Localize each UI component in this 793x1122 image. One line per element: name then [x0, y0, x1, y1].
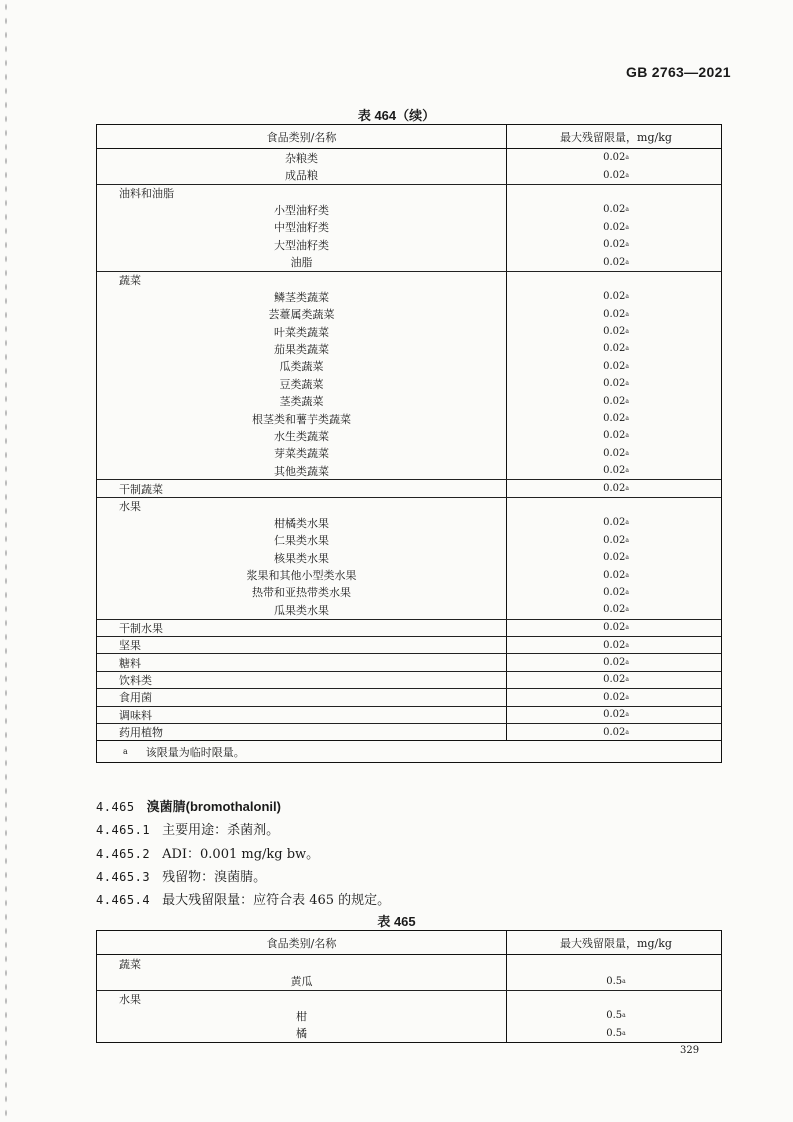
cell-food-category	[97, 201, 507, 218]
footnote-ref: a	[625, 554, 629, 562]
footnote-ref: a	[625, 397, 629, 405]
cell-food-category	[97, 498, 507, 514]
cell-food-category	[97, 462, 507, 479]
cell-mrl-value	[507, 185, 721, 201]
food-category-label: 热带和亚热带类水果	[252, 586, 351, 600]
table-row	[97, 723, 721, 740]
food-category-label: 茎类蔬菜	[279, 395, 324, 409]
footnote-ref: a	[625, 641, 629, 649]
food-category-label: 根茎类和薯芋类蔬菜	[252, 412, 351, 426]
footnote-ref: a	[625, 432, 629, 440]
table-465-title: 表 465	[377, 914, 416, 929]
footnote-ref: a	[622, 1029, 626, 1037]
table-row	[97, 479, 721, 496]
mrl-value: 0.02	[603, 326, 626, 338]
mrl-value: 0.02	[603, 378, 626, 390]
food-category-label: 调味料	[119, 708, 152, 722]
cell-mrl-value	[507, 1025, 721, 1042]
food-category-label: 水果	[119, 500, 141, 513]
footnote-ref: a	[622, 977, 626, 985]
mrl-value: 0.02	[603, 691, 626, 703]
cell-food-category	[97, 707, 507, 723]
cell-mrl-value	[507, 375, 721, 392]
column-header-value: 最大残留限量，mg/kg	[560, 130, 672, 144]
food-category-label: 食用菌	[119, 691, 152, 705]
food-category-label: 茄果类蔬菜	[274, 342, 329, 356]
cell-food-category	[97, 236, 507, 253]
cell-food-category	[97, 1025, 507, 1042]
mrl-value: 0.02	[603, 657, 626, 669]
cell-food-category	[97, 689, 507, 705]
cell-mrl-value	[507, 272, 721, 288]
food-category-label: 瓜类蔬菜	[279, 360, 324, 374]
cell-mrl-value	[507, 601, 721, 618]
cell-mrl-value	[507, 724, 721, 740]
clause-number: 4.465.3	[96, 870, 151, 884]
food-category-label: 蔬菜	[119, 957, 141, 971]
clause-number: 4.465	[96, 800, 135, 814]
cell-mrl-value	[507, 620, 721, 636]
table-row	[97, 149, 721, 166]
cell-food-category	[97, 219, 507, 236]
footnote-ref: a	[625, 571, 629, 579]
food-category-label: 叶菜类蔬菜	[274, 325, 329, 339]
cell-food-category	[97, 991, 507, 1007]
cell-mrl-value	[507, 149, 721, 166]
food-category-label: 浆果和其他小型类水果	[246, 569, 357, 583]
cell-food-category	[97, 306, 507, 323]
cell-food-category	[97, 149, 507, 166]
table-footnote	[97, 740, 721, 762]
mrl-value: 0.02	[603, 622, 626, 634]
food-category-label: 油料和油脂	[119, 186, 174, 200]
cell-food-category	[97, 166, 507, 183]
table-464-title: 表 464（续）	[357, 108, 436, 123]
mrl-value: 0.02	[603, 169, 626, 181]
mrl-value: 0.5	[606, 1010, 623, 1022]
mrl-value: 0.02	[603, 152, 626, 164]
cell-mrl-value	[507, 549, 721, 566]
mrl-value: 0.02	[603, 360, 626, 372]
cell-mrl-value	[507, 672, 721, 688]
table-row	[97, 955, 721, 972]
cell-mrl-value	[507, 392, 721, 409]
table-row	[97, 601, 721, 618]
cell-mrl-value	[507, 707, 721, 723]
footnote-ref: a	[625, 588, 629, 596]
footnote-ref: a	[625, 154, 629, 162]
food-category-label: 蔬菜	[119, 273, 141, 287]
footnote-ref: a	[625, 293, 629, 301]
mrl-value: 0.02	[603, 256, 626, 268]
mrl-value: 0.02	[603, 465, 626, 477]
cell-mrl-value	[507, 201, 721, 218]
cell-food-category	[97, 566, 507, 583]
table-row	[97, 392, 721, 409]
cell-mrl-value	[507, 219, 721, 236]
table-row	[97, 340, 721, 357]
cell-food-category	[97, 272, 507, 288]
cell-food-category	[97, 410, 507, 427]
mrl-value: 0.02	[603, 552, 626, 564]
footnote-text: 该限量为临时限量。	[145, 745, 245, 759]
footnote-ref: a	[625, 415, 629, 423]
food-category-label: 核果类水果	[274, 551, 329, 565]
table-body	[97, 149, 721, 740]
footnote-ref: a	[625, 258, 629, 266]
table-row	[97, 653, 721, 670]
food-category-label: 橘	[296, 1027, 307, 1041]
table-row	[97, 166, 721, 183]
mrl-value: 0.02	[603, 483, 626, 495]
mrl-value: 0.02	[603, 221, 626, 233]
footnote-ref: a	[625, 449, 629, 457]
cell-food-category	[97, 654, 507, 670]
mrl-value: 0.02	[603, 239, 626, 251]
footnote-ref: a	[625, 380, 629, 388]
cell-food-category	[97, 253, 507, 270]
cell-mrl-value	[507, 514, 721, 531]
footnote-ref: a	[625, 467, 629, 475]
clause-text: 溴菌腈(bromothalonil)	[146, 799, 281, 814]
food-category-label: 水生类蔬菜	[274, 429, 329, 443]
footnote-ref: a	[625, 310, 629, 318]
footnote-mark: a	[123, 747, 128, 757]
table-row	[97, 358, 721, 375]
cell-food-category	[97, 288, 507, 305]
mrl-value: 0.02	[603, 204, 626, 216]
mrl-value: 0.02	[603, 517, 626, 529]
cell-food-category	[97, 972, 507, 989]
cell-food-category	[97, 637, 507, 653]
cell-food-category	[97, 340, 507, 357]
table-464	[96, 124, 722, 763]
mrl-value: 0.02	[603, 291, 626, 303]
clause-text: 残留物：溴菌腈。	[162, 870, 267, 885]
cell-mrl-value	[507, 689, 721, 705]
cell-food-category	[97, 672, 507, 688]
table-row	[97, 201, 721, 218]
clause-number: 4.465.4	[96, 893, 151, 907]
cell-mrl-value	[507, 340, 721, 357]
food-category-label: 油脂	[290, 256, 313, 270]
table-row	[97, 671, 721, 688]
table-row	[97, 410, 721, 427]
cell-mrl-value	[507, 445, 721, 462]
mrl-value: 0.02	[603, 604, 626, 616]
food-category-label: 杂粮类	[285, 151, 318, 165]
cell-food-category	[97, 427, 507, 444]
cell-mrl-value	[507, 323, 721, 340]
cell-mrl-value	[507, 972, 721, 989]
cell-mrl-value	[507, 236, 721, 253]
footnote-ref: a	[625, 659, 629, 667]
cell-food-category	[97, 620, 507, 636]
food-category-label: 芽菜类蔬菜	[274, 447, 329, 461]
cell-food-category	[97, 392, 507, 409]
footnote-ref: a	[625, 693, 629, 701]
food-category-label: 豆类蔬菜	[279, 377, 324, 391]
table-header	[97, 125, 721, 149]
table-row	[97, 236, 721, 253]
mrl-value: 0.02	[603, 430, 626, 442]
cell-mrl-value	[507, 955, 721, 972]
cell-food-category	[97, 549, 507, 566]
food-category-label: 柑	[296, 1009, 307, 1023]
table-row	[97, 990, 721, 1007]
cell-mrl-value	[507, 1007, 721, 1024]
mrl-value: 0.02	[603, 709, 626, 721]
cell-mrl-value	[507, 584, 721, 601]
food-category-label: 坚果	[119, 639, 141, 653]
cell-food-category	[97, 514, 507, 531]
mrl-value: 0.02	[603, 586, 626, 598]
column-header-name: 食品类别/名称	[97, 125, 507, 148]
clause-number: 4.465.2	[96, 847, 151, 861]
cell-food-category	[97, 480, 507, 496]
table-row	[97, 288, 721, 305]
cell-mrl-value	[507, 498, 721, 514]
cell-mrl-value	[507, 253, 721, 270]
cell-food-category	[97, 724, 507, 740]
table-row	[97, 462, 721, 479]
food-category-label: 成品粮	[285, 169, 318, 183]
mrl-value: 0.5	[606, 1027, 623, 1039]
mrl-value: 0.02	[603, 639, 626, 651]
clause-item	[96, 819, 279, 838]
food-category-label: 小型油籽类	[274, 203, 329, 217]
mrl-value: 0.5	[606, 975, 623, 987]
mrl-value: 0.02	[603, 534, 626, 546]
cell-mrl-value	[507, 306, 721, 323]
table-row	[97, 253, 721, 270]
table-row	[97, 566, 721, 583]
table-row	[97, 972, 721, 989]
food-category-label: 其他类蔬菜	[274, 464, 329, 478]
food-category-label: 大型油籽类	[274, 238, 329, 252]
clause-item	[96, 843, 319, 862]
mrl-value: 0.02	[603, 447, 626, 459]
mrl-value: 0.02	[603, 413, 626, 425]
footnote-ref: a	[625, 606, 629, 614]
cell-food-category	[97, 358, 507, 375]
cell-mrl-value	[507, 410, 721, 427]
table-row	[97, 688, 721, 705]
cell-mrl-value	[507, 532, 721, 549]
table-row	[97, 619, 721, 636]
page-number: 329	[680, 1045, 700, 1056]
food-category-label: 鳞茎类蔬菜	[274, 290, 329, 304]
food-category-label: 中型油籽类	[274, 221, 329, 235]
cell-mrl-value	[507, 637, 721, 653]
footnote-ref: a	[625, 728, 629, 736]
footnote-ref: a	[622, 1012, 626, 1020]
table-row	[97, 427, 721, 444]
cell-food-category	[97, 955, 507, 972]
table-row	[97, 1025, 721, 1042]
table-row	[97, 584, 721, 601]
cell-food-category	[97, 323, 507, 340]
table-row	[97, 375, 721, 392]
column-header-value: 最大残留限量，mg/kg	[560, 936, 672, 950]
mrl-value: 0.02	[603, 395, 626, 407]
standard-code: GB 2763—2021	[626, 64, 731, 80]
clause-text: 最大残留限量：应符合表 465 的规定。	[162, 893, 391, 908]
cell-mrl-value	[507, 358, 721, 375]
cell-food-category	[97, 532, 507, 549]
table-row	[97, 271, 721, 288]
cell-mrl-value	[507, 427, 721, 444]
table-row	[97, 445, 721, 462]
footnote-ref: a	[625, 536, 629, 544]
cell-food-category	[97, 584, 507, 601]
cell-mrl-value	[507, 566, 721, 583]
clause-text: ADI：0.001 mg/kg bw。	[162, 847, 320, 862]
footnote-ref: a	[625, 345, 629, 353]
food-category-label: 芸薹属类蔬菜	[268, 308, 335, 322]
table-header	[97, 931, 721, 955]
clause-number: 4.465.1	[96, 823, 151, 837]
column-header-name: 食品类别/名称	[97, 931, 507, 954]
food-category-label: 仁果类水果	[274, 534, 329, 548]
food-category-label: 水果	[119, 992, 141, 1006]
clause-item	[96, 889, 390, 908]
table-row	[97, 706, 721, 723]
table-row	[97, 532, 721, 549]
cell-mrl-value	[507, 166, 721, 183]
footnote-ref: a	[625, 624, 629, 632]
cell-mrl-value	[507, 654, 721, 670]
table-row	[97, 323, 721, 340]
table-row	[97, 636, 721, 653]
footnote-ref: a	[625, 171, 629, 179]
footnote-ref: a	[625, 519, 629, 527]
cell-mrl-value	[507, 480, 721, 496]
section-heading	[96, 796, 281, 815]
cell-food-category	[97, 601, 507, 618]
table-row	[97, 497, 721, 514]
cell-mrl-value	[507, 991, 721, 1007]
mrl-value: 0.02	[603, 308, 626, 320]
mrl-value: 0.02	[603, 674, 626, 686]
table-row	[97, 549, 721, 566]
table-body	[97, 955, 721, 1042]
table-row	[97, 306, 721, 323]
footnote-ref: a	[625, 223, 629, 231]
food-category-label: 饮料类	[119, 673, 152, 687]
clause-text: 主要用途：杀菌剂。	[162, 823, 280, 838]
footnote-ref: a	[625, 206, 629, 214]
footnote-ref: a	[625, 485, 629, 493]
food-category-label: 黄瓜	[290, 975, 313, 989]
footnote-ref: a	[625, 241, 629, 249]
food-category-label: 药用植物	[119, 726, 163, 740]
cell-food-category	[97, 375, 507, 392]
food-category-label: 瓜果类水果	[274, 603, 329, 617]
table-row	[97, 219, 721, 236]
food-category-label: 干制蔬菜	[119, 482, 163, 496]
cell-food-category	[97, 185, 507, 201]
clause-item	[96, 866, 266, 885]
food-category-label: 柑橘类水果	[274, 516, 329, 530]
table-row	[97, 1007, 721, 1024]
food-category-label: 干制水果	[119, 621, 163, 635]
footnote-ref: a	[625, 676, 629, 684]
table-465	[96, 930, 722, 1043]
mrl-value: 0.02	[603, 726, 626, 738]
mrl-value: 0.02	[603, 343, 626, 355]
binding-edge-dots	[4, 0, 8, 1122]
cell-mrl-value	[507, 462, 721, 479]
footnote-ref: a	[625, 711, 629, 719]
table-row	[97, 514, 721, 531]
food-category-label: 糖料	[119, 656, 141, 670]
cell-mrl-value	[507, 288, 721, 305]
footnote-ref: a	[625, 328, 629, 336]
footnote-ref: a	[625, 362, 629, 370]
mrl-value: 0.02	[603, 569, 626, 581]
cell-food-category	[97, 1007, 507, 1024]
table-row	[97, 184, 721, 201]
cell-food-category	[97, 445, 507, 462]
